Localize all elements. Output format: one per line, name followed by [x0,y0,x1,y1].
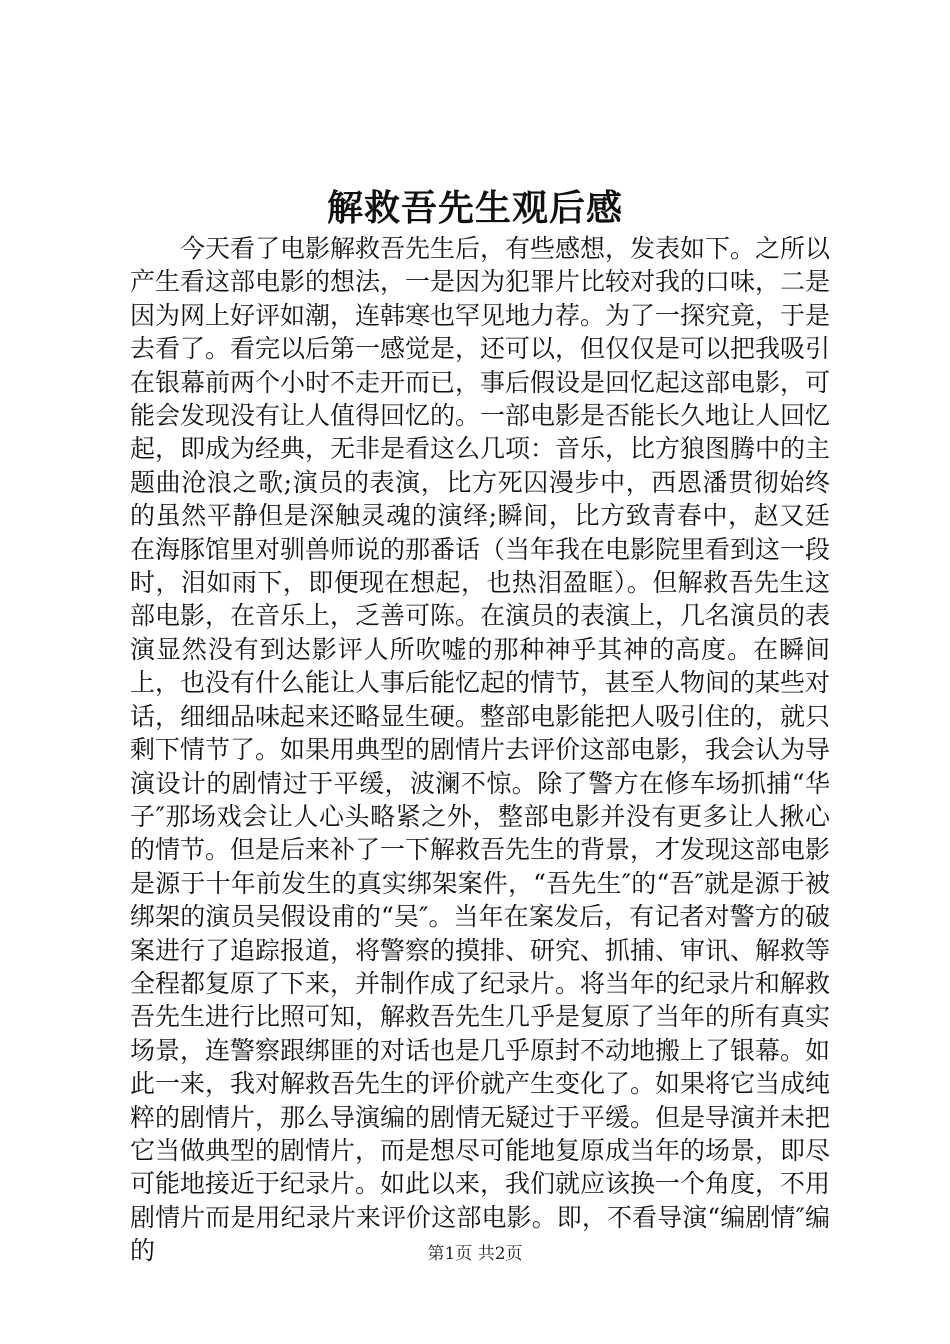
page-footer: 第1页 共2页 [427,1244,523,1264]
body-paragraph: 今天看了电影解救吾先生后，有些感想，发表如下。之所以产生看这部电影的想法，一是因为犯罪片比较对我的口味，二是因为网上好评如潮，连韩寒也罕见地力荐。为了一探究竟，于是去看了。看完以后第一感觉是，还可以，但仅仅是可以把我吸引在银幕前两个小时不走开而已，事后假设是回忆起这部电影，可能会发现没有让人值得回忆的。一部电影是否能长久地让人回忆起，即成为经典，无非是看这么几项：音乐，比方狼图腾中的主题曲沧浪之歌;演员的表演，比方死囚漫步中，西恩潘贯彻始终的虽然平静但是深触灵魂的演绎;瞬间，比方致青春中，赵又廷在海豚馆里对驯兽师说的那番话（当年我在电影院里看到这一段时，泪如雨下，即便现在想起，也热泪盈眶）。但解救吾先生这部电影，在音乐上，乏善可陈。在演员的表演上，几名演员的表演显然没有到达影评人所吹嘘的那种神乎其神的高度。在瞬间上，也没有什么能让人事后能忆起的情节，甚至人物间的某些对话，细细品味起来还略显生硬。整部电影能把人吸引住的，就只剩下情节了。如果用典型的剧情片去评价这部电影，我会认为导演设计的剧情过于平缓，波澜不惊。除了警方在修车场抓捕“华子″那场戏会让人心头略紧之外，整部电影并没有更多让人揪心的情节。但是后来补了一下解救吾先生的背景，才发现这部电影是源于十年前发生的真实绑架案件，“吾先生″的“吾″就是源于被绑架的演员吴假设甫的“吴″。当年在案发后，有记者对警方的破案进行了追踪报道，将警察的摸排、研究、抓捕、审讯、解救等全程都复原了下来，并制作成了纪录片。将当年的纪录片和解救吾先生进行比照可知，解救吾先生几乎是复原了当年的所有真实场景，连警察跟绑匪的对话也是几乎原封不动地搬上了银幕。如此一来，我对解救吾先生的评价就产生变化了。如果将它当成纯粹的剧情片，那么导演编的剧情无疑过于平缓。但是导演并未把它当做典型的剧情片，而是想尽可能地复原成当年的场景，即尽可能地接近于纪录片。如此以来，我们就应该换一个角度，不用剧情片而是用纪录片来评价这部电影。即，不看导演“编剧情″编的 [130,234,831,1266]
page-title: 解救吾先生观后感 [326,187,623,229]
